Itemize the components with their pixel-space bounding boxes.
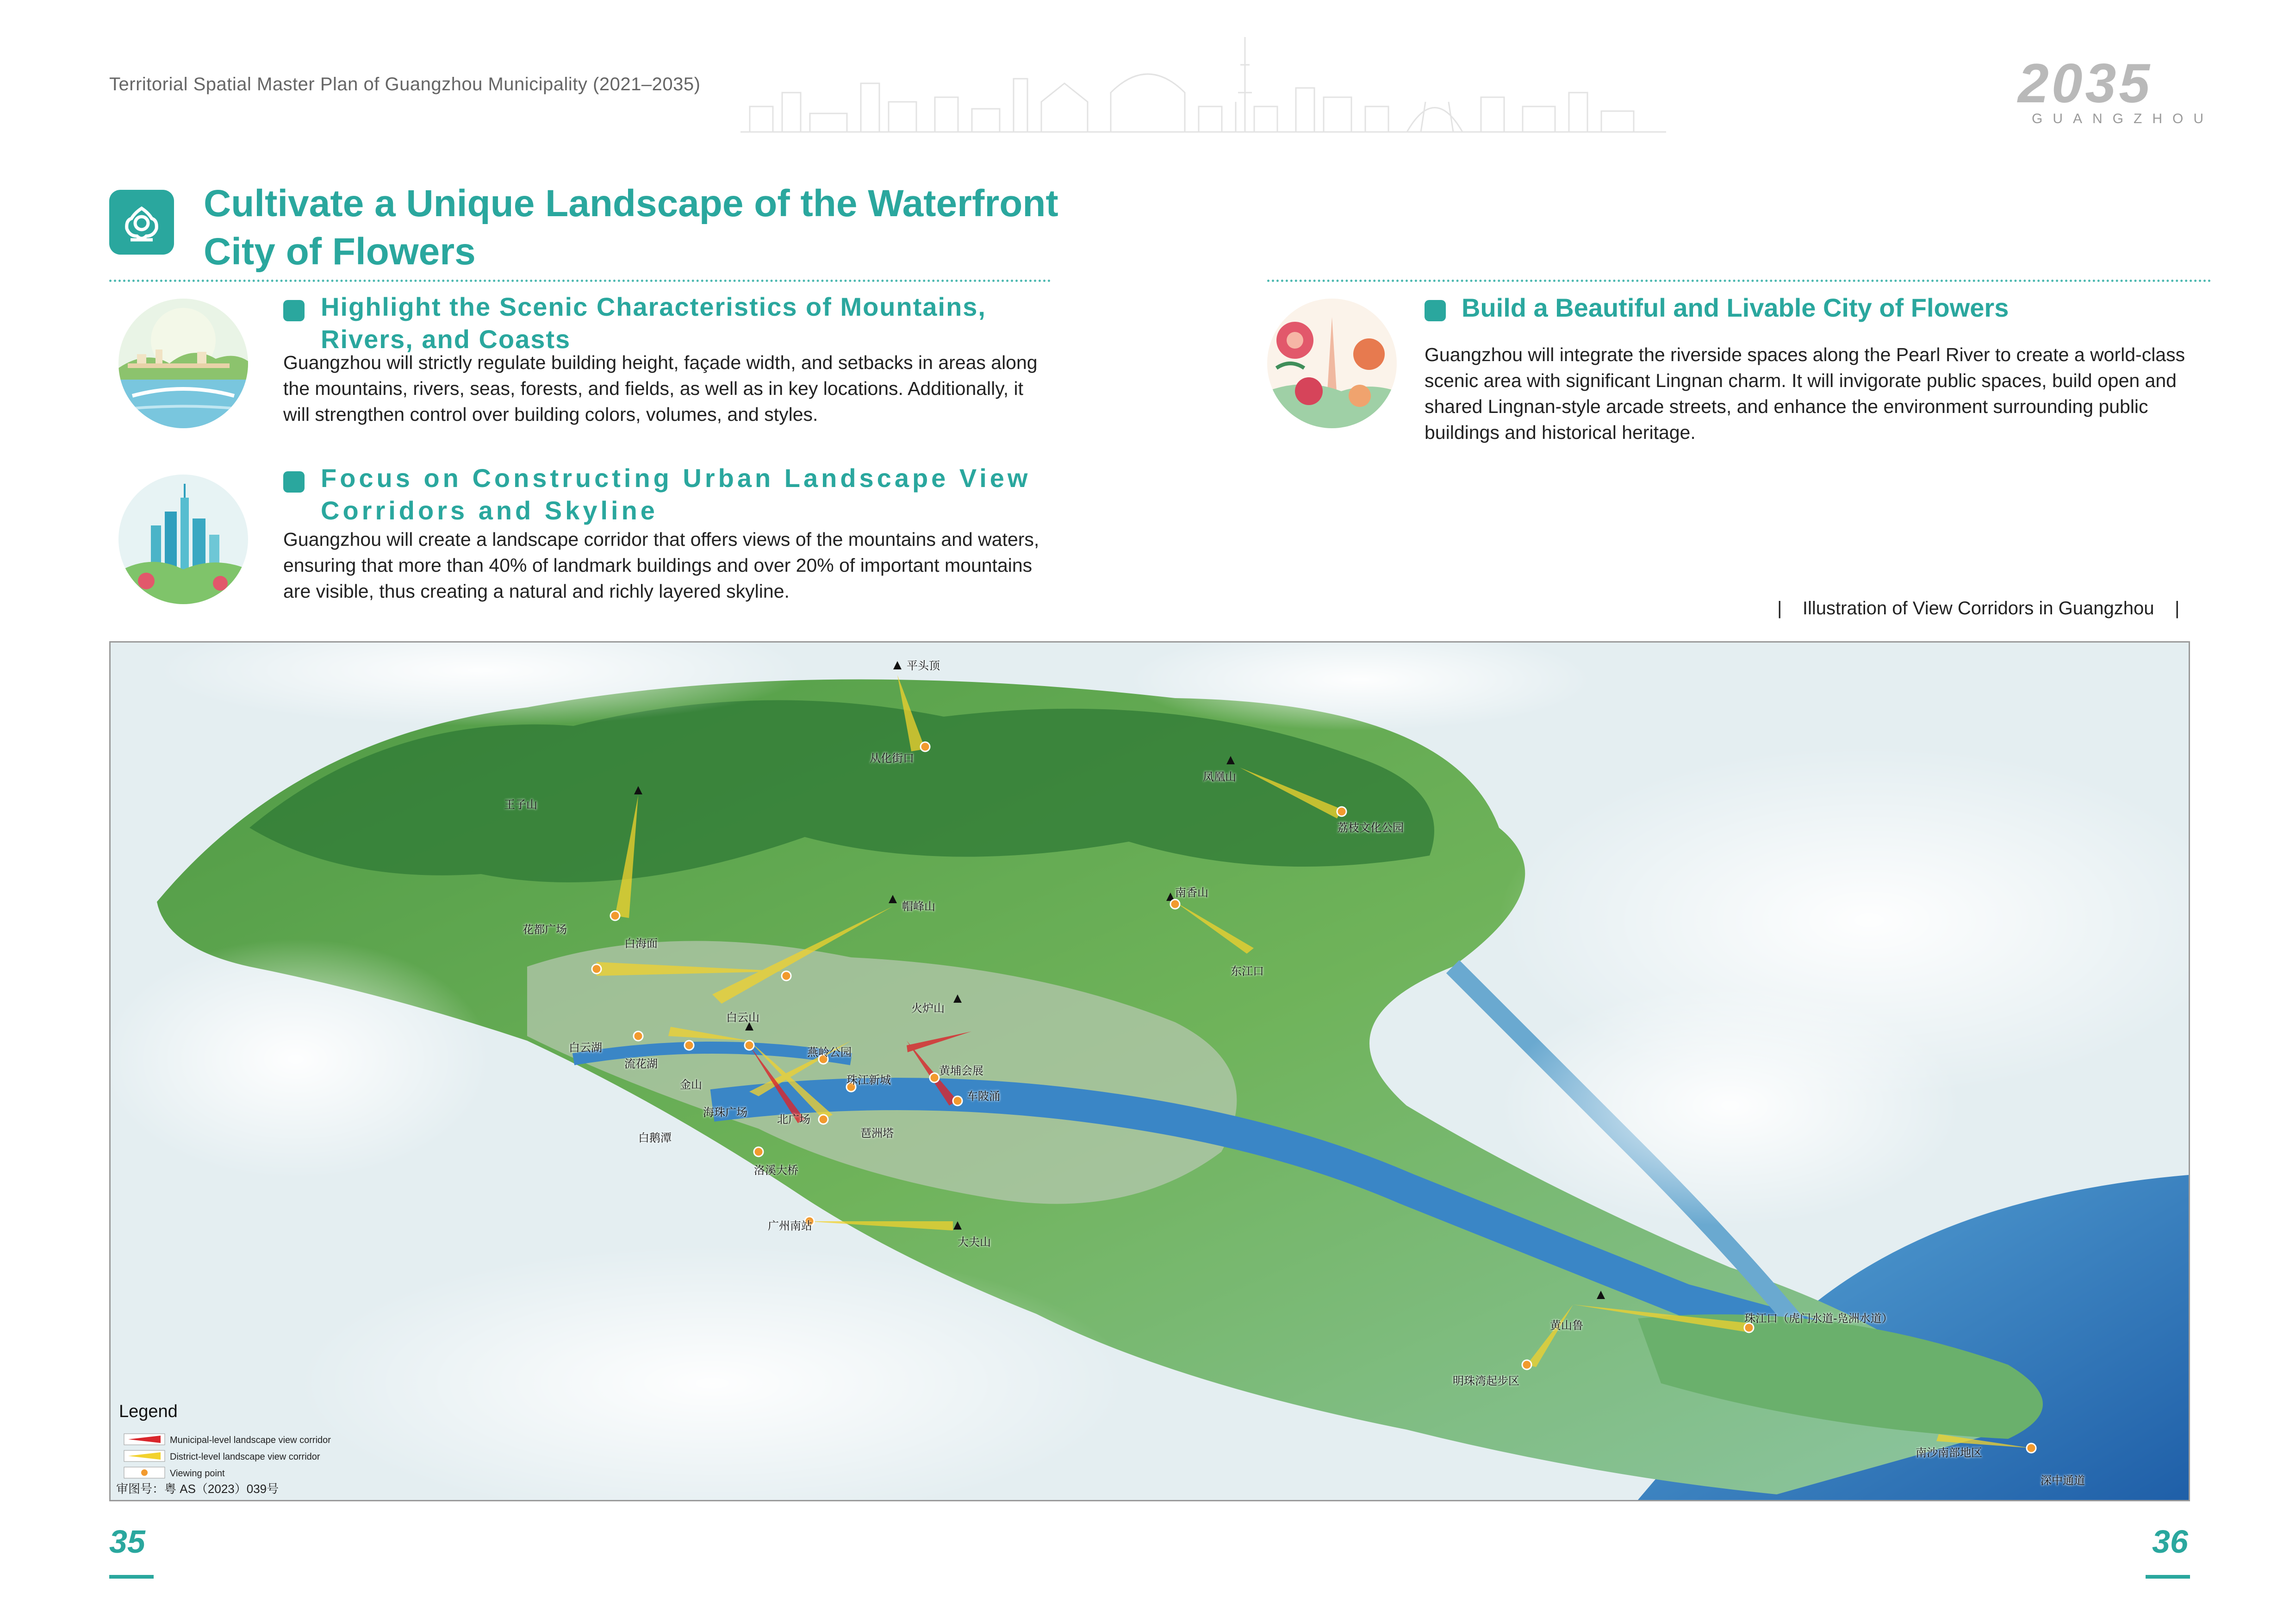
viewing-point-swatch — [124, 1467, 165, 1479]
page-number-left: 35 — [109, 1524, 145, 1560]
page-title: Cultivate a Unique Landscape of the Waterfront City of Flowers — [204, 182, 1058, 273]
place-label: 南香山 — [1175, 886, 1208, 899]
section-2-body: Guangzhou will create a landscape corridor that offers views of the mountains and waters, ensuring that more than 40% of landmark buildings and over 20% of important mountains are visible, thus creating a natural and richly layered skyline. — [283, 529, 1039, 602]
document-header-title: Territorial Spatial Master Plan of Guangzhou Municipality (2021–2035) — [109, 74, 701, 94]
page-bar-left — [109, 1575, 154, 1579]
place-label: 南沙南部地区 — [1916, 1446, 1982, 1459]
place-label: 白鹅潭 — [638, 1131, 672, 1144]
map-illustration — [111, 643, 2189, 1500]
place-label: 广州南站 — [768, 1219, 812, 1232]
divider-left — [109, 280, 1051, 282]
logo-number: 2035 — [2018, 52, 2153, 114]
place-label: 黄埔会展 — [939, 1064, 983, 1077]
legend-viewing-label: Viewing point — [170, 1468, 225, 1479]
section-marker-1 — [283, 300, 305, 321]
caption-separator-left: | — [1777, 598, 1782, 618]
place-label: 帽峰山 — [902, 900, 935, 913]
place-label: 深中通道 — [2041, 1474, 2085, 1487]
place-label: 凤凰山 — [1203, 770, 1236, 783]
section-1-title: Highlight the Scenic Characteristics of Mountains, Rivers, and Coasts — [321, 292, 986, 354]
skyline-decoration — [740, 28, 1666, 134]
section-3-title: Build a Beautiful and Livable City of Flowers — [1462, 293, 2009, 322]
place-label: 荔枝文化公园 — [1337, 821, 1404, 834]
caption-separator-right: | — [2174, 598, 2180, 618]
place-label: 花都广场 — [523, 923, 567, 936]
place-label: 明珠湾起步区 — [1453, 1374, 1519, 1387]
section-1-body: Guangzhou will strictly regulate building height, façade width, and setbacks in areas along the mountains, rivers, seas, forests, and fields, as well as in key locations. Additionally, it will strengthen control over building colors, volumes, and styles. — [283, 352, 1038, 425]
flower-icon — [109, 190, 174, 255]
section-marker-3 — [1425, 300, 1446, 321]
place-label: 燕岭公园 — [807, 1046, 852, 1059]
place-label: 白海面 — [624, 937, 658, 950]
yellow-corridor-swatch — [124, 1450, 165, 1462]
place-label: 珠江新城 — [846, 1074, 891, 1087]
place-label: 北广场 — [777, 1113, 810, 1126]
skyline-illustration — [118, 475, 248, 604]
legend-title: Legend — [119, 1402, 178, 1421]
place-label: 车陂涌 — [967, 1090, 1000, 1103]
section-marker-2 — [283, 471, 305, 493]
place-label: 白云湖 — [569, 1041, 602, 1054]
logo-subtitle: GUANGZHOU — [2032, 111, 2214, 126]
place-label: 东江口 — [1231, 965, 1264, 978]
guangzhou-2035-logo — [2018, 52, 2214, 126]
city-of-flowers-illustration — [1267, 299, 1397, 428]
map-approval-number: 审图号：粤 AS（2023）039号 — [116, 1482, 279, 1496]
place-label: 白云山 — [726, 1011, 759, 1024]
page-bar-right — [2146, 1575, 2190, 1579]
legend-municipal-label: Municipal-level landscape view corridor — [170, 1435, 331, 1445]
page-number-right: 36 — [2152, 1524, 2188, 1560]
section-3-body: Guangzhou will integrate the riverside spaces along the Pearl River to create a world-class scenic area with significant Lingnan charm. It will invigorate public spaces, build open and shared Lingnan-style arcade streets, and enhance the environment surrounding public buildings and historical heritage. — [1425, 344, 2185, 443]
place-label: 平头顶 — [907, 659, 940, 672]
view-corridor-map — [109, 641, 2190, 1501]
place-label: 琶洲塔 — [860, 1127, 894, 1140]
place-label: 黄山鲁 — [1550, 1319, 1583, 1332]
place-label: 火炉山 — [911, 1002, 945, 1015]
mountains-rivers-illustration — [118, 299, 248, 428]
place-label: 洛溪大桥 — [754, 1164, 798, 1177]
place-label: 金山 — [680, 1078, 702, 1091]
place-label: 王子山 — [504, 798, 537, 811]
divider-right — [1267, 280, 2211, 282]
legend-district-label: District-level landscape view corridor — [170, 1452, 320, 1462]
place-label: 珠江口（虎门水道-凫洲水道） — [1744, 1312, 1893, 1325]
map-caption — [1777, 598, 2179, 619]
place-label: 流花湖 — [624, 1057, 658, 1070]
red-corridor-swatch — [124, 1433, 165, 1445]
place-label: 海珠广场 — [703, 1106, 747, 1119]
place-label: 从化街口 — [870, 752, 914, 765]
place-label: 大夫山 — [958, 1236, 991, 1249]
caption-text: Illustration of View Corridors in Guangzhou — [1802, 598, 2154, 618]
section-2-title: Focus on Constructing Urban Landscape View Corridors and Skyline — [321, 463, 1031, 525]
